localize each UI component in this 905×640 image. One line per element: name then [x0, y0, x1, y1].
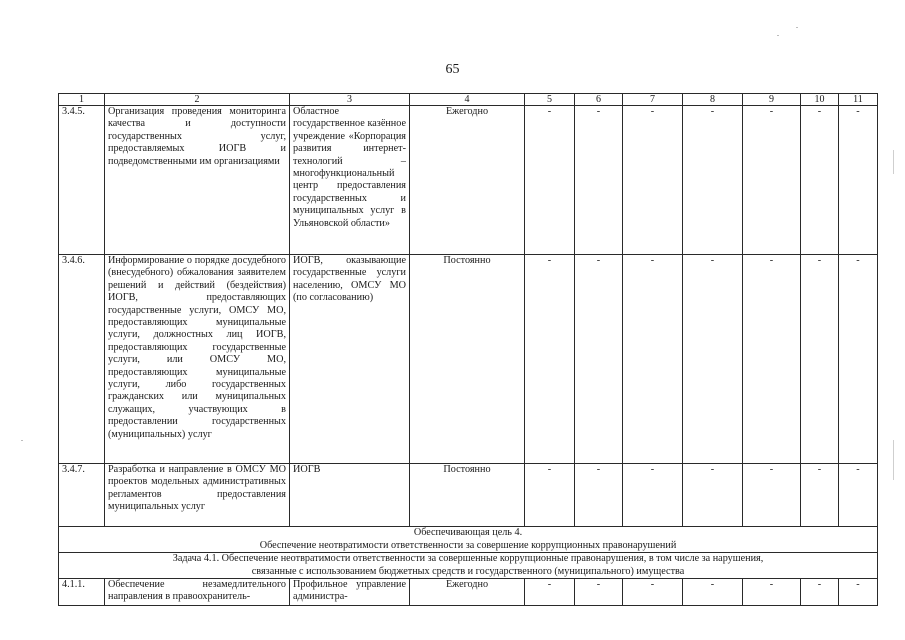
value-cell: - [743, 579, 801, 606]
page-number: 65 [445, 62, 460, 77]
value-cell: - [525, 579, 575, 606]
item-description: Обеспечение незамедлительного направления в правоохранитель- [105, 579, 290, 606]
value-cell: - [839, 464, 878, 527]
header-cell: 11 [839, 94, 878, 106]
item-description: Информирование о порядке досудебного (внесудебного) обжалования заявителем решений и действий (бездействия) ИОГВ, предоставляющих государственные услуги, ОМСУ МО, предоставляющих муниципальные услуги, должностных лиц ИОГВ, предоставляющих государственные услуги, или ОМСУ МО, предоставляющих муниципальные услуги, либо государственных гражданских или муниципальных служащих, участвующих в предоставлении государственных (муниципальных) услуг [105, 255, 290, 464]
value-cell: - [743, 464, 801, 527]
item-executor: ИОГВ, оказывающие государственные услуги населению, ОМСУ МО (по согласованию) [290, 255, 410, 464]
table-row [59, 579, 878, 606]
value-cell: - [575, 255, 623, 464]
goal-title: Обеспечивающая цель 4. [413, 527, 523, 538]
value-cell: - [623, 579, 683, 606]
header-cell: 1 [59, 94, 105, 106]
value-cell: - [801, 464, 839, 527]
goal-heading [59, 527, 878, 553]
value-cell: - [743, 255, 801, 464]
scan-margin-mark [893, 440, 894, 480]
item-number: 3.4.6. [59, 255, 105, 464]
item-executor: Профильное управление администра- [290, 579, 410, 606]
scan-speck [21, 440, 23, 441]
scan-margin-mark [893, 150, 894, 174]
value-cell: - [623, 464, 683, 527]
scan-speck [796, 27, 798, 28]
value-cell: - [575, 579, 623, 606]
value-cell: - [683, 464, 743, 527]
header-cell: 10 [801, 94, 839, 106]
header-cell: 7 [623, 94, 683, 106]
item-period: Постоянно [410, 464, 525, 527]
item-number: 3.4.7. [59, 464, 105, 527]
header-cell: 2 [105, 94, 290, 106]
item-description: Организация проведения мониторинга качества и доступности государственных услуг, предоставляемых ИОГВ и подведомственными им организациями [105, 106, 290, 255]
header-cell: 8 [683, 94, 743, 106]
header-cell: 4 [410, 94, 525, 106]
item-number: 3.4.5. [59, 106, 105, 255]
item-period: Ежегодно [410, 579, 525, 606]
value-cell: - [683, 579, 743, 606]
task-text-line-1: Задача 4.1. Обеспечение неотвратимости ответственности за совершенные коррупционные правонарушения, в том числе за нарушения, [172, 553, 764, 564]
value-cell: - [801, 255, 839, 464]
header-cell: 6 [575, 94, 623, 106]
task-row [59, 553, 878, 579]
value-cell: - [839, 579, 878, 606]
table-row [59, 106, 878, 255]
value-cell: - [575, 106, 623, 255]
item-number: 4.1.1. [59, 579, 105, 606]
item-executor: ИОГВ [290, 464, 410, 527]
value-cell: - [683, 106, 743, 255]
table-row [59, 464, 878, 527]
goal-text: Обеспечение неотвратимости ответственности за совершение коррупционных правонарушений [259, 539, 677, 551]
value-cell: - [839, 106, 878, 255]
goal-row [59, 527, 878, 553]
task-text-line-2: связанные с использованием бюджетных средств и государственного (муниципального) имущества [251, 565, 685, 577]
value-cell: - [525, 255, 575, 464]
value-cell: - [525, 106, 575, 255]
header-cell: 9 [743, 94, 801, 106]
value-cell: - [743, 106, 801, 255]
value-cell: - [839, 255, 878, 464]
item-period: Постоянно [410, 255, 525, 464]
item-description: Разработка и направление в ОМСУ МО проектов модельных административных регламентов предоставления муниципальных услуг [105, 464, 290, 527]
value-cell: - [623, 255, 683, 464]
value-cell: - [525, 464, 575, 527]
value-cell: - [801, 579, 839, 606]
value-cell: - [623, 106, 683, 255]
task-heading [59, 553, 878, 579]
item-period: Ежегодно [410, 106, 525, 255]
value-cell: - [683, 255, 743, 464]
table-row [59, 255, 878, 464]
value-cell: - [801, 106, 839, 255]
scan-speck [777, 35, 779, 36]
plan-table [58, 93, 878, 606]
header-cell: 5 [525, 94, 575, 106]
value-cell: - [575, 464, 623, 527]
header-row [59, 94, 878, 106]
header-cell: 3 [290, 94, 410, 106]
item-executor: Областное государственное казённое учреждение «Корпорация развития интернет-технологий – многофункциональный центр предоставления государственных и муниципальных услуг в Ульяновской области» [290, 106, 410, 255]
